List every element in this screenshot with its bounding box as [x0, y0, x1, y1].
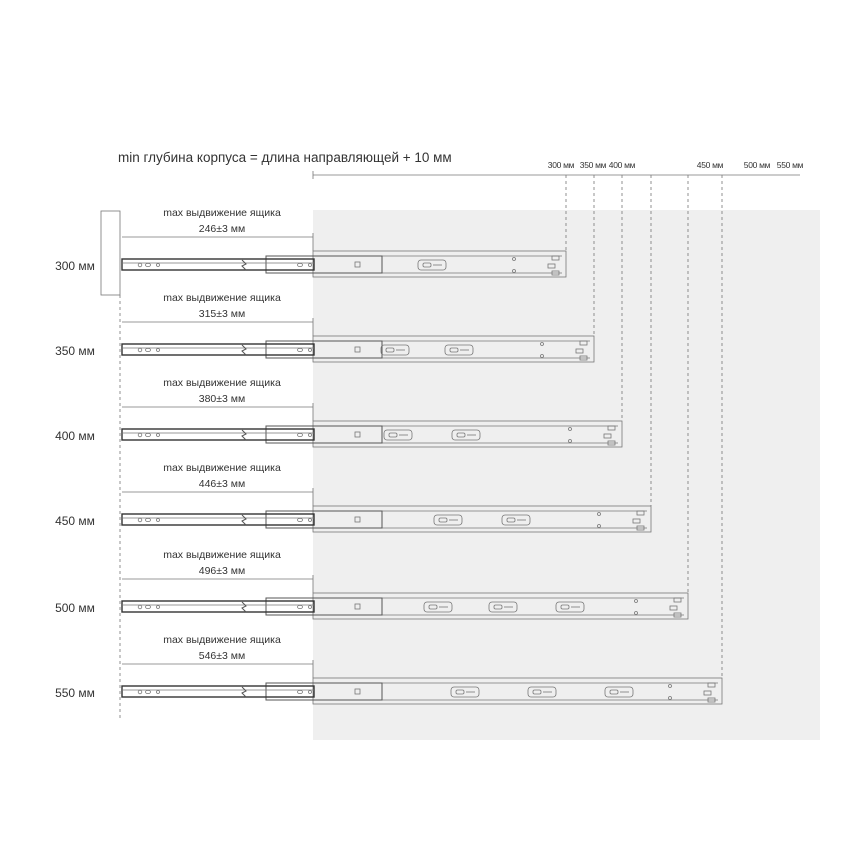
extension-value: 496±3 мм: [198, 565, 246, 577]
extension-value: 546±3 мм: [198, 650, 246, 662]
mount-hole: [309, 349, 312, 352]
top-scale-label-550: 550 мм: [776, 160, 804, 170]
top-scale-labels: [548, 160, 804, 170]
mount-slot: [298, 605, 303, 608]
mount-hole: [138, 263, 142, 267]
break-mark: [242, 602, 246, 612]
extension-value: 315±3 мм: [198, 308, 246, 320]
mount-slot: [298, 433, 303, 436]
row-size-label: 550 мм: [55, 686, 95, 700]
row-size-label: 400 мм: [55, 429, 95, 443]
top-scale-label-350: 350 мм: [579, 160, 607, 170]
extension-value: 380±3 мм: [198, 393, 246, 405]
mount-slot: [146, 518, 151, 521]
mount-hole: [157, 606, 160, 609]
break-mark: [242, 687, 246, 697]
mount-slot: [298, 690, 303, 693]
mount-hole: [309, 264, 312, 267]
row-size-label: 300 мм: [55, 259, 95, 273]
mount-hole: [157, 349, 160, 352]
mount-hole: [138, 605, 142, 609]
mount-hole: [309, 434, 312, 437]
top-scale-label-400: 400 мм: [608, 160, 636, 170]
top-scale-label-500: 500 мм: [743, 160, 771, 170]
row-size-label: 450 мм: [55, 514, 95, 528]
mount-hole: [157, 264, 160, 267]
top-scale-label-300: 300 мм: [547, 160, 575, 170]
mount-slot: [146, 433, 151, 436]
mount-slot: [146, 348, 151, 351]
mount-hole: [138, 690, 142, 694]
extension-caption: max выдвижение ящика: [163, 462, 281, 474]
extension-value: 446±3 мм: [198, 478, 246, 490]
extension-caption: max выдвижение ящика: [163, 207, 281, 219]
break-mark: [242, 345, 246, 355]
mount-hole: [157, 434, 160, 437]
break-mark: [242, 515, 246, 525]
mount-hole: [138, 348, 142, 352]
mount-slot: [298, 518, 303, 521]
mount-hole: [309, 519, 312, 522]
row-size-label: 500 мм: [55, 601, 95, 615]
mount-hole: [309, 606, 312, 609]
extension-caption: max выдвижение ящика: [163, 549, 281, 561]
extension-caption: max выдвижение ящика: [163, 292, 281, 304]
mount-slot: [146, 690, 151, 693]
mount-hole: [157, 691, 160, 694]
mount-hole: [157, 519, 160, 522]
formula-title: min глубина корпуса = длина направляющей + 10 мм: [118, 150, 452, 165]
mount-hole: [309, 691, 312, 694]
mount-slot: [298, 348, 303, 351]
top-scale-label-450: 450 мм: [696, 160, 724, 170]
cabinet-body: [313, 210, 820, 740]
mount-slot: [146, 263, 151, 266]
extension-caption: max выдвижение ящика: [163, 634, 281, 646]
mount-hole: [138, 518, 142, 522]
extension-caption: max выдвижение ящика: [163, 377, 281, 389]
break-mark: [242, 260, 246, 270]
mount-slot: [298, 263, 303, 266]
break-mark: [242, 430, 246, 440]
cabinet-side-panel: [101, 211, 120, 295]
row-size-label: 350 мм: [55, 344, 95, 358]
mount-hole: [138, 433, 142, 437]
mount-slot: [146, 605, 151, 608]
extension-value: 246±3 мм: [198, 223, 246, 235]
